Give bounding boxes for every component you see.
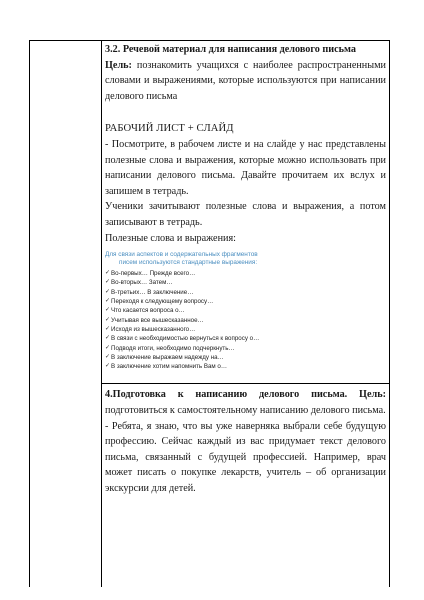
useful-phrases-label: Полезные слова и выражения: xyxy=(105,232,236,244)
check-icon: ✓ xyxy=(105,353,111,360)
list-item: ✓ В заключение выражаем надежду на… xyxy=(105,353,224,361)
check-icon: ✓ xyxy=(105,316,111,323)
phrase-slide-title-line1: Для связи аспектов и содержательных фрагментов xyxy=(105,251,258,259)
check-icon: ✓ xyxy=(105,335,111,342)
column-divider xyxy=(101,41,102,587)
check-icon: ✓ xyxy=(105,363,111,370)
section-4-heading-text: 4.Подготовка к написанию делового письма. xyxy=(105,389,348,401)
section-3-2-heading-text: 3.2. Речевой материал для написания делового письма xyxy=(105,44,357,55)
teacher-instruction: - Посмотрите, в рабочем листе и на слайде у нас представлены полезные слова и выражения, которые можно использовать при написании делового письма. Давайте прочитаем их вслух и запишем в тетрадь. xyxy=(105,138,386,197)
students-action: Ученики зачитывают полезные слова и выражения, а потом записывают в тетрадь. xyxy=(105,201,386,228)
check-icon: ✓ xyxy=(105,279,111,286)
check-icon: ✓ xyxy=(105,298,111,305)
check-icon: ✓ xyxy=(105,344,111,351)
list-item: ✓ Во-вторых… Затем… xyxy=(105,279,173,287)
list-item: ✓ В-третьих… В заключение… xyxy=(105,288,194,296)
section-3-2-goal xyxy=(105,58,386,105)
list-item: ✓ Учитывая все вышесказанное… xyxy=(105,316,204,324)
lesson-content-cell xyxy=(105,42,386,497)
check-icon: ✓ xyxy=(105,270,111,277)
goal-label: Цель: xyxy=(105,59,132,71)
lesson-plan-table xyxy=(29,40,390,587)
check-icon: ✓ xyxy=(105,307,111,314)
phrase-list xyxy=(105,269,290,371)
goal-text: познакомить учащихся с наиболее распространенными словами и выражениями, которые используются при написании делового письма xyxy=(105,59,386,102)
worksheet-label: РАБОЧИЙ ЛИСТ + СЛАЙД xyxy=(105,123,234,135)
phrase-slide-image xyxy=(105,251,290,371)
list-item: ✓ В заключение хотим напомнить Вам о… xyxy=(105,363,228,371)
section-4-teacher-speech: - Ребята, я знаю, что вы уже наверняка выбрали себе будущую профессию. Сейчас каждый из вас придумает текст делового письма, связанный с будущей профессией. Например, врач может писать о покупке лекарств, учитель – об организации экскурсии для детей. xyxy=(105,420,386,494)
check-icon: ✓ xyxy=(105,325,111,332)
row-divider xyxy=(101,383,389,384)
phrase-slide-title-line2: писем используются стандартные выражения: xyxy=(119,259,258,267)
list-item: ✓ Подводя итоги, необходимо подчеркнуть… xyxy=(105,344,235,352)
list-item: ✓ Во-первых… Прежде всего… xyxy=(105,270,196,278)
section-3-2-heading xyxy=(105,42,386,58)
check-icon: ✓ xyxy=(105,288,111,295)
list-item: ✓ Исходя из вышесказанного… xyxy=(105,325,196,333)
list-item: ✓ Переходя к следующему вопросу… xyxy=(105,298,214,306)
section-4-goal-label: Цель: xyxy=(347,389,386,401)
list-item: ✓ Что касается вопроса о… xyxy=(105,307,185,315)
section-4-goal-text: подготовиться к самостоятельному написанию делового письма. xyxy=(105,404,386,416)
phrase-slide-title xyxy=(105,251,290,267)
section-4-heading xyxy=(105,387,386,418)
list-item: ✓ В связи с необходимостью вернуться к вопросу о… xyxy=(105,335,260,343)
